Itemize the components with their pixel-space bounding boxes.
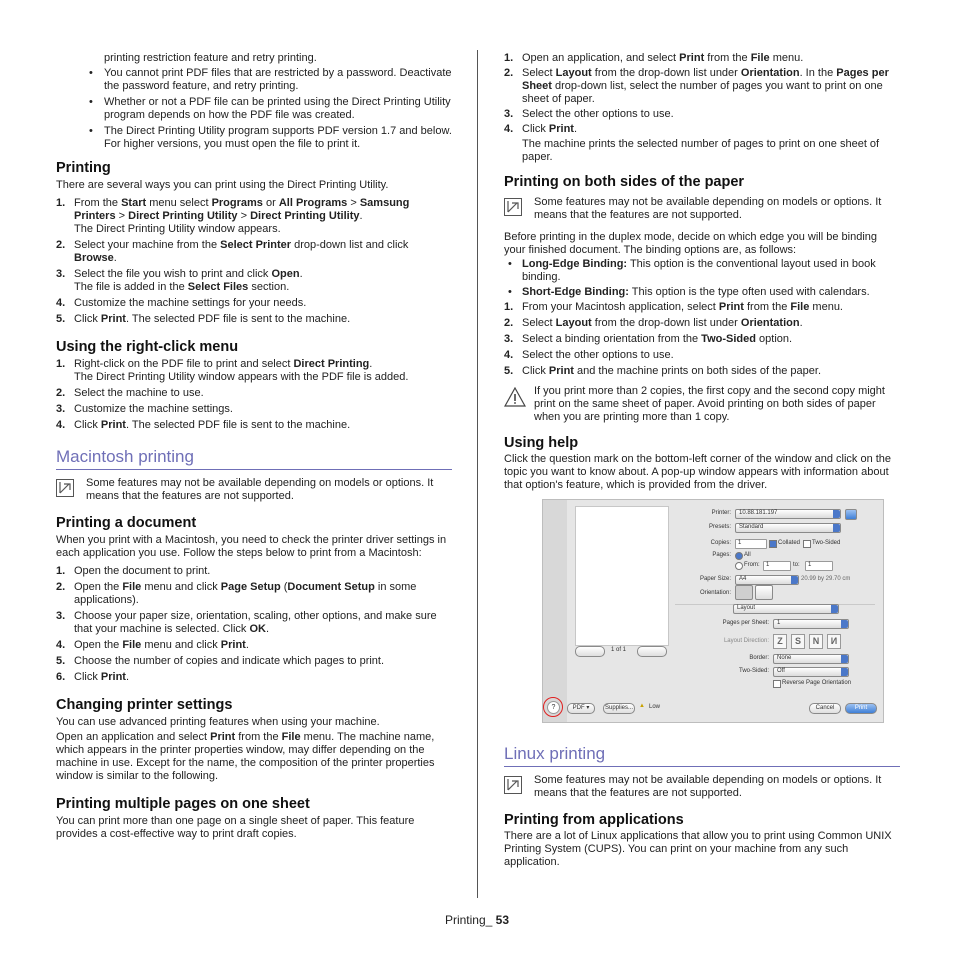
layout-direction-s-icon[interactable]: S <box>791 634 805 649</box>
step-item: 1. From your Macintosh application, select Print from the File menu. <box>504 301 843 313</box>
printer-label: Printer: <box>711 510 731 516</box>
presets-label: Presets: <box>708 524 731 530</box>
layout-direction-label: Layout Direction: <box>723 638 769 644</box>
border-label: Border: <box>749 655 769 661</box>
help-heading: Using help <box>504 435 579 451</box>
print-doc-heading: Printing a document <box>56 515 197 531</box>
bullet-dot: • <box>89 125 93 137</box>
layout-direction-n-icon[interactable]: N <box>809 634 823 649</box>
copies-label: Copies: <box>710 540 731 546</box>
print-doc-steps <box>56 565 452 684</box>
step-item: 2. Select the machine to use. <box>56 387 204 399</box>
apps-p: There are a lot of Linux applications that allow you to print using Common UNIX Printing System (CUPS). You can print on your machine from any such application. <box>504 830 892 868</box>
low-status: Low <box>649 704 661 710</box>
pages-label: Pages: <box>712 552 731 558</box>
landscape-orientation-button[interactable] <box>755 585 773 600</box>
apps-heading: Printing from applications <box>504 812 684 828</box>
help-button[interactable]: ? <box>547 701 560 714</box>
duplex-intro: Before printing in the duplex mode, decide on which edge you will be binding your finished document. The binding options are, as follows: <box>504 231 878 256</box>
bullet-text: The Direct Printing Utility program supports PDF version 1.7 and below. For higher versions, you must open the file to print it. <box>104 125 452 150</box>
duplex-steps <box>504 301 900 378</box>
help-p: Click the question mark on the bottom-left corner of the window and click on the topic you want to know about. A pop-up window appears with information about that option's feature, which is provided from the driver. <box>504 453 892 491</box>
note-icon <box>504 198 522 216</box>
intro-bullets <box>56 67 452 151</box>
binding-bullets <box>504 258 900 299</box>
step-number: 1. <box>56 197 66 209</box>
pages-from-label: From: <box>744 562 760 568</box>
disclosure-button[interactable] <box>845 509 857 520</box>
note-icon <box>504 776 522 794</box>
presets-select[interactable]: Standard <box>735 523 841 533</box>
step-item: 2. Select Layout from the drop-down list under Orientation. In the Pages per Sheet drop-down list, select the number of pages you want to print on one sheet of paper. <box>504 67 889 105</box>
left-column <box>56 52 452 841</box>
panel-select[interactable]: Layout <box>733 604 839 614</box>
page-footer <box>0 914 954 927</box>
portrait-orientation-button[interactable] <box>735 585 753 600</box>
step-sub: The machine prints the selected number of pages to print on one sheet of paper. <box>522 138 880 163</box>
step-item: 3. Select a binding orientation from the Two-Sided option. <box>504 333 793 345</box>
collated-checkbox[interactable] <box>769 540 777 548</box>
border-select[interactable]: None <box>773 654 849 664</box>
prev-page-button[interactable] <box>575 646 605 657</box>
changing-p2: Open an application and select Print from the File menu. The machine name, which appears in the printer properties window, may differ depending on the machine in use. Except for the name, the composition of the printer properties window is similar to the following. <box>56 731 435 782</box>
bullet-text: You cannot print PDF files that are restricted by a password. Deactivate the password feature, and retry printing. <box>104 67 452 92</box>
note-icon <box>56 479 74 497</box>
bullet-dot: • <box>89 67 93 79</box>
warning-small-icon: ▲ <box>639 703 645 709</box>
two-sided-checkbox[interactable] <box>803 540 811 548</box>
pages-all-label: All <box>744 552 751 558</box>
macintosh-heading: Macintosh printing <box>56 447 452 470</box>
orientation-label: Orientation: <box>699 590 731 596</box>
paper-dimensions: 20.99 by 29.70 cm <box>801 576 851 582</box>
pages-per-sheet-label: Pages per Sheet: <box>722 620 769 626</box>
step-item: 3. Select the file you wish to print and click Open. <box>56 268 303 280</box>
step-item: 4. Click Print. The selected PDF file is sent to the machine. <box>56 419 351 431</box>
step-item: 1. Open the document to print. <box>56 565 211 577</box>
to-input[interactable]: 1 <box>805 561 833 571</box>
step-item: 5. Click Print. The selected PDF file is sent to the machine. <box>56 313 351 325</box>
step-item: 2. Select your machine from the Select Printer drop-down list and click Browse. <box>56 239 409 264</box>
bullet-item <box>56 125 452 151</box>
column-divider <box>477 50 478 898</box>
next-page-button[interactable] <box>637 646 667 657</box>
bullet-item <box>56 96 452 122</box>
pages-per-sheet-select[interactable]: 1 <box>773 619 849 629</box>
printer-select[interactable]: 10.88.181.197 <box>735 509 841 519</box>
step-sub: The file is added in the Select Files section. <box>74 281 290 293</box>
step-item: 1. Right-click on the PDF file to print and select Direct Printing. <box>56 358 373 370</box>
two-sided-option-label: Two-Sided: <box>738 668 769 674</box>
step-sub: The Direct Printing Utility window appears. <box>74 223 281 235</box>
duplex-heading: Printing on both sides of the paper <box>504 174 745 190</box>
preview-page <box>575 506 669 646</box>
note-text: Some features may not be available depending on models or options. It means that the features are not supported. <box>534 774 882 799</box>
step-item: 3. Choose your paper size, orientation, scaling, other options, and make sure that your machine is selected. Click OK. <box>56 610 437 635</box>
note-text: Some features may not be available depending on models or options. It means that the features are not supported. <box>534 196 882 221</box>
changing-p1: You can use advanced printing features when using your machine. <box>56 716 380 728</box>
right-column <box>504 52 900 869</box>
paper-size-label: Paper Size: <box>699 576 731 582</box>
step-sub: The Direct Printing Utility window appears with the PDF file is added. <box>74 371 409 383</box>
linux-note <box>504 774 900 800</box>
from-input[interactable]: 1 <box>763 561 791 571</box>
warning-text: If you print more than 2 copies, the first copy and the second copy might print on the same sheet of paper. Avoid printing on both sides of paper when you are printing more than 1 copy. <box>534 385 885 423</box>
printing-heading: Printing <box>56 160 111 176</box>
pdf-button[interactable]: PDF ▾ <box>567 703 595 714</box>
page-counter: 1 of 1 <box>611 647 627 653</box>
bullet-item: • Long-Edge Binding: This option is the conventional layout used in book binding. <box>508 258 876 283</box>
reverse-orientation-checkbox[interactable] <box>773 680 781 688</box>
footer-label: Printing_ <box>444 913 496 927</box>
print-dialog-screenshot <box>542 499 884 723</box>
step-item: 4. Customize the machine settings for your needs. <box>56 297 307 309</box>
step-item: 4. Select the other options to use. <box>504 349 674 361</box>
note-text: Some features may not be available depending on models or options. It means that the features are not supported. <box>86 477 434 502</box>
collated-label: Collated <box>778 540 801 546</box>
bullet-text: Whether or not a PDF file can be printed using the Direct Printing Utility program depends on how the PDF file was created. <box>104 96 451 121</box>
step-item: 5. Choose the number of copies and indicate which pages to print. <box>56 655 385 667</box>
page-number: 53 <box>495 913 510 927</box>
step-item: 2. Select Layout from the drop-down list under Orientation. <box>504 317 803 329</box>
step-item: 3. Customize the machine settings. <box>56 403 233 415</box>
changing-heading: Changing printer settings <box>56 697 233 713</box>
two-sided-label: Two-Sided <box>812 540 841 546</box>
step-item: 2. Open the File menu and click Page Setup (Document Setup in some applications). <box>56 581 417 606</box>
step-item: 3. Select the other options to use. <box>504 108 674 120</box>
duplex-warning <box>504 385 900 424</box>
step-item: 1. From the Start menu select Programs or All Programs > Samsung Printers > Direct Printing Utility > Direct Printing Utility. <box>56 197 410 222</box>
bullet-dot: • <box>89 96 93 108</box>
multi-heading: Printing multiple pages on one sheet <box>56 796 310 812</box>
duplex-note <box>504 196 900 222</box>
step-item: 5. Click Print and the machine prints on both sides of the paper. <box>504 365 822 377</box>
bullet-item: • Short-Edge Binding: This option is the type often used with calendars. <box>508 286 870 298</box>
pages-to-label: to: <box>793 562 800 568</box>
pages-range-radio[interactable] <box>735 562 743 570</box>
multi-steps <box>504 52 900 164</box>
printing-steps <box>56 197 452 326</box>
warning-icon <box>504 387 526 407</box>
dialog-sidebar <box>543 500 567 722</box>
paper-size-select[interactable]: A4 <box>735 575 799 585</box>
rightclick-heading: Using the right-click menu <box>56 339 239 355</box>
pages-all-radio[interactable] <box>735 552 743 560</box>
step-item: 4. Click Print. <box>504 123 578 135</box>
multi-p: You can print more than one page on a single sheet of paper. This feature provides a cost-effective way to print draft copies. <box>56 815 415 840</box>
step-item: 1. Open an application, and select Print from the File menu. <box>504 52 804 64</box>
step-item: 6. Click Print. <box>56 671 130 683</box>
linux-heading: Linux printing <box>504 744 900 767</box>
reverse-orientation-label: Reverse Page Orientation <box>782 680 852 686</box>
supplies-button[interactable]: Supplies... <box>603 703 635 714</box>
layout-direction-reverse-n-icon[interactable]: И <box>827 634 841 649</box>
mac-note <box>56 477 452 503</box>
print-doc-intro: When you print with a Macintosh, you need to check the printer driver settings in each application you use. Follow the steps below to print from a Macintosh: <box>56 534 447 559</box>
intro-continuation: printing restriction feature and retry printing. <box>104 52 317 64</box>
step-item: 4. Open the File menu and click Print. <box>56 639 249 651</box>
copies-input[interactable]: 1 <box>735 539 767 549</box>
layout-direction-z-icon[interactable]: Z <box>773 634 787 649</box>
cancel-button[interactable]: Cancel <box>809 703 841 714</box>
rightclick-steps <box>56 358 452 432</box>
printing-intro: There are several ways you can print using the Direct Printing Utility. <box>56 179 389 191</box>
two-sided-select[interactable]: Off <box>773 667 849 677</box>
bullet-item <box>56 67 452 93</box>
print-button[interactable]: Print <box>845 703 877 714</box>
